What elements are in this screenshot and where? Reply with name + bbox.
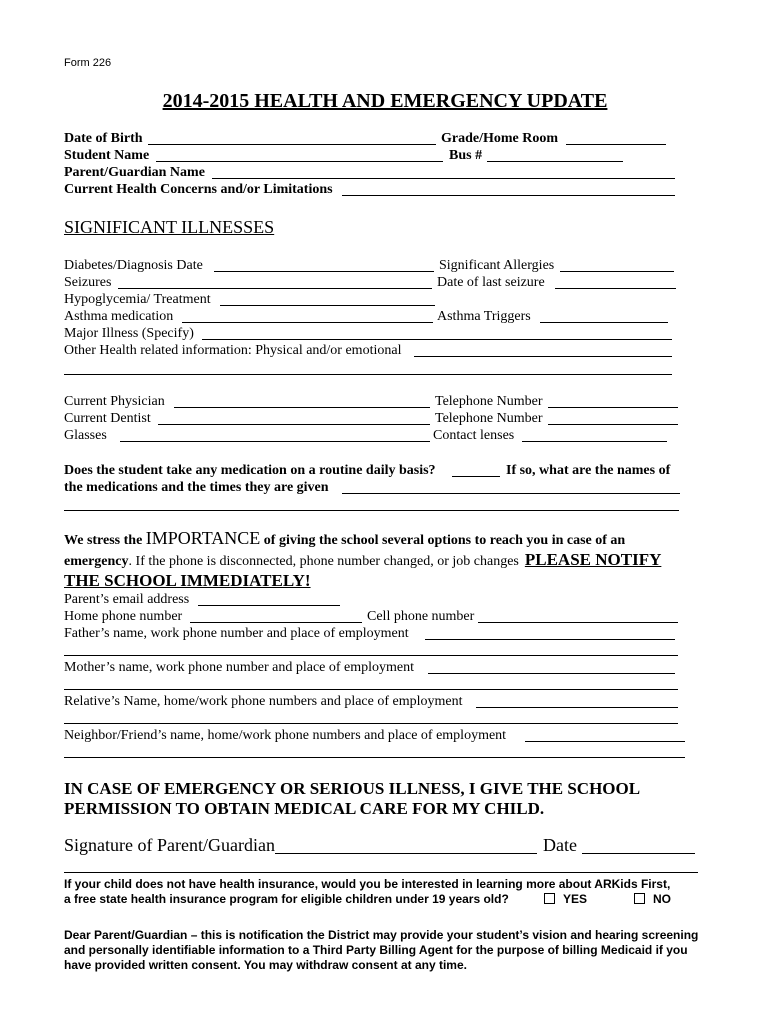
home-phone-label: Home phone number: [64, 609, 183, 624]
physician-field[interactable]: [174, 393, 430, 408]
dob-field[interactable]: [148, 130, 436, 145]
email-field[interactable]: [198, 591, 340, 606]
other-info-line[interactable]: [64, 374, 672, 375]
seizures-label: Seizures: [64, 275, 112, 290]
date-field[interactable]: [582, 834, 695, 854]
health-concerns-field[interactable]: [342, 181, 675, 196]
asthma-med-field[interactable]: [182, 308, 433, 323]
medication-question: Does the student take any medication on a routine daily basis?: [64, 463, 436, 478]
illnesses-heading: SIGNIFICANT ILLNESSES: [64, 217, 275, 237]
cell-phone-label: Cell phone number: [367, 609, 475, 624]
medication-list-field[interactable]: [342, 479, 680, 494]
father-label: Father’s name, work phone number and place of employment: [64, 626, 409, 641]
relative-line[interactable]: [64, 723, 678, 724]
yes-checkbox[interactable]: [544, 893, 555, 904]
email-label: Parent’s email address: [64, 592, 190, 607]
no-checkbox[interactable]: [634, 893, 645, 904]
stress-text-1: We stress the: [64, 533, 143, 548]
health-concerns-label: Current Health Concerns and/or Limitations: [64, 182, 333, 197]
mother-label: Mother’s name, work phone number and place of employment: [64, 660, 415, 675]
dentist-label: Current Dentist: [64, 411, 151, 426]
emergency-text: emergency: [64, 554, 129, 569]
last-seizure-label: Date of last seizure: [437, 275, 545, 290]
no-option[interactable]: [634, 892, 671, 907]
dentist-phone-field[interactable]: [548, 410, 678, 425]
other-info-field[interactable]: [414, 342, 672, 357]
neighbor-line[interactable]: [64, 757, 685, 758]
date-label: Date: [543, 835, 577, 855]
bus-field[interactable]: [487, 147, 623, 162]
notice-line-1: Dear Parent/Guardian – this is notification the District may provide your student’s vision and hearing screening: [64, 928, 699, 942]
cell-phone-field[interactable]: [478, 608, 678, 623]
stress-text-2: of giving the school several options to reach you in case of an: [263, 533, 626, 548]
dob-label: Date of Birth: [64, 131, 143, 146]
insurance-line-1: If your child does not have health insurance, would you be interested in learning more about ARKids First,: [64, 877, 671, 891]
contacts-field[interactable]: [522, 427, 667, 442]
physician-phone-field[interactable]: [548, 393, 678, 408]
yes-label: YES: [563, 892, 588, 906]
last-seizure-field[interactable]: [555, 274, 676, 289]
medication-followup: If so, what are the names of: [506, 463, 671, 478]
consent-line-1: IN CASE OF EMERGENCY OR SERIOUS ILLNESS, I GIVE THE SCHOOL: [64, 779, 641, 798]
yes-option[interactable]: [544, 892, 587, 907]
major-illness-field[interactable]: [202, 325, 672, 340]
allergies-label: Significant Allergies: [439, 258, 555, 273]
hypoglycemia-label: Hypoglycemia/ Treatment: [64, 292, 211, 307]
notice-line-3: have provided written consent. You may withdraw consent at any time.: [64, 958, 467, 972]
relative-field[interactable]: [476, 693, 678, 708]
form-number: Form 226: [64, 57, 112, 69]
grade-label: Grade/Home Room: [441, 131, 559, 146]
student-name-field[interactable]: [156, 147, 443, 162]
physician-phone-label: Telephone Number: [435, 394, 543, 409]
form-title: 2014-2015 HEALTH AND EMERGENCY UPDATE: [162, 90, 608, 112]
phone-note-text: . If the phone is disconnected, phone number changed, or job changes: [128, 554, 519, 569]
school-immediately-text: THE SCHOOL IMMEDIATELY!: [64, 571, 311, 590]
glasses-label: Glasses: [64, 428, 107, 443]
other-info-label: Other Health related information: Physical and/or emotional: [64, 343, 402, 358]
consent-line-2: PERMISSION TO OBTAIN MEDICAL CARE FOR MY CHILD.: [64, 799, 545, 818]
diabetes-label: Diabetes/Diagnosis Date: [64, 258, 203, 273]
stress-paragraph-line2: [64, 549, 661, 571]
allergies-field[interactable]: [560, 257, 674, 272]
importance-text: IMPORTANCE: [145, 528, 261, 548]
father-line[interactable]: [64, 655, 678, 656]
medication-answer-field[interactable]: [452, 462, 500, 477]
medication-list-line[interactable]: [64, 510, 679, 511]
grade-field[interactable]: [566, 130, 666, 145]
seizures-field[interactable]: [118, 274, 432, 289]
asthma-triggers-field[interactable]: [540, 308, 668, 323]
signature-label: Signature of Parent/Guardian: [64, 835, 275, 855]
relative-label: Relative’s Name, home/work phone numbers and place of employment: [64, 694, 463, 709]
asthma-triggers-label: Asthma Triggers: [437, 309, 531, 324]
dentist-phone-label: Telephone Number: [435, 411, 543, 426]
parent-name-label: Parent/Guardian Name: [64, 165, 205, 180]
mother-field[interactable]: [428, 659, 675, 674]
neighbor-label: Neighbor/Friend’s name, home/work phone numbers and place of employment: [64, 728, 507, 743]
stress-paragraph-line1: [64, 527, 625, 549]
insurance-line-2: a free state health insurance program for eligible children under 19 years old?: [64, 892, 509, 906]
diabetes-field[interactable]: [214, 257, 434, 272]
father-field[interactable]: [425, 625, 675, 640]
separator-line: [64, 872, 698, 873]
signature-field[interactable]: [275, 834, 537, 854]
contacts-label: Contact lenses: [433, 428, 515, 443]
parent-name-field[interactable]: [212, 164, 675, 179]
hypoglycemia-field[interactable]: [220, 291, 435, 306]
student-name-label: Student Name: [64, 148, 150, 163]
medication-followup-2: the medications and the times they are given: [64, 480, 329, 495]
physician-label: Current Physician: [64, 394, 165, 409]
please-notify-text: PLEASE NOTIFY: [524, 550, 662, 569]
glasses-field[interactable]: [120, 427, 430, 442]
home-phone-field[interactable]: [190, 608, 362, 623]
major-illness-label: Major Illness (Specify): [64, 326, 194, 341]
neighbor-field[interactable]: [525, 727, 685, 742]
notice-line-2: and personally identifiable information to a Third Party Billing Agent for the purpose of billing Medicaid if you: [64, 943, 688, 957]
no-label: NO: [653, 892, 671, 906]
mother-line[interactable]: [64, 689, 678, 690]
asthma-med-label: Asthma medication: [64, 309, 174, 324]
bus-label: Bus #: [449, 148, 483, 163]
dentist-field[interactable]: [158, 410, 430, 425]
